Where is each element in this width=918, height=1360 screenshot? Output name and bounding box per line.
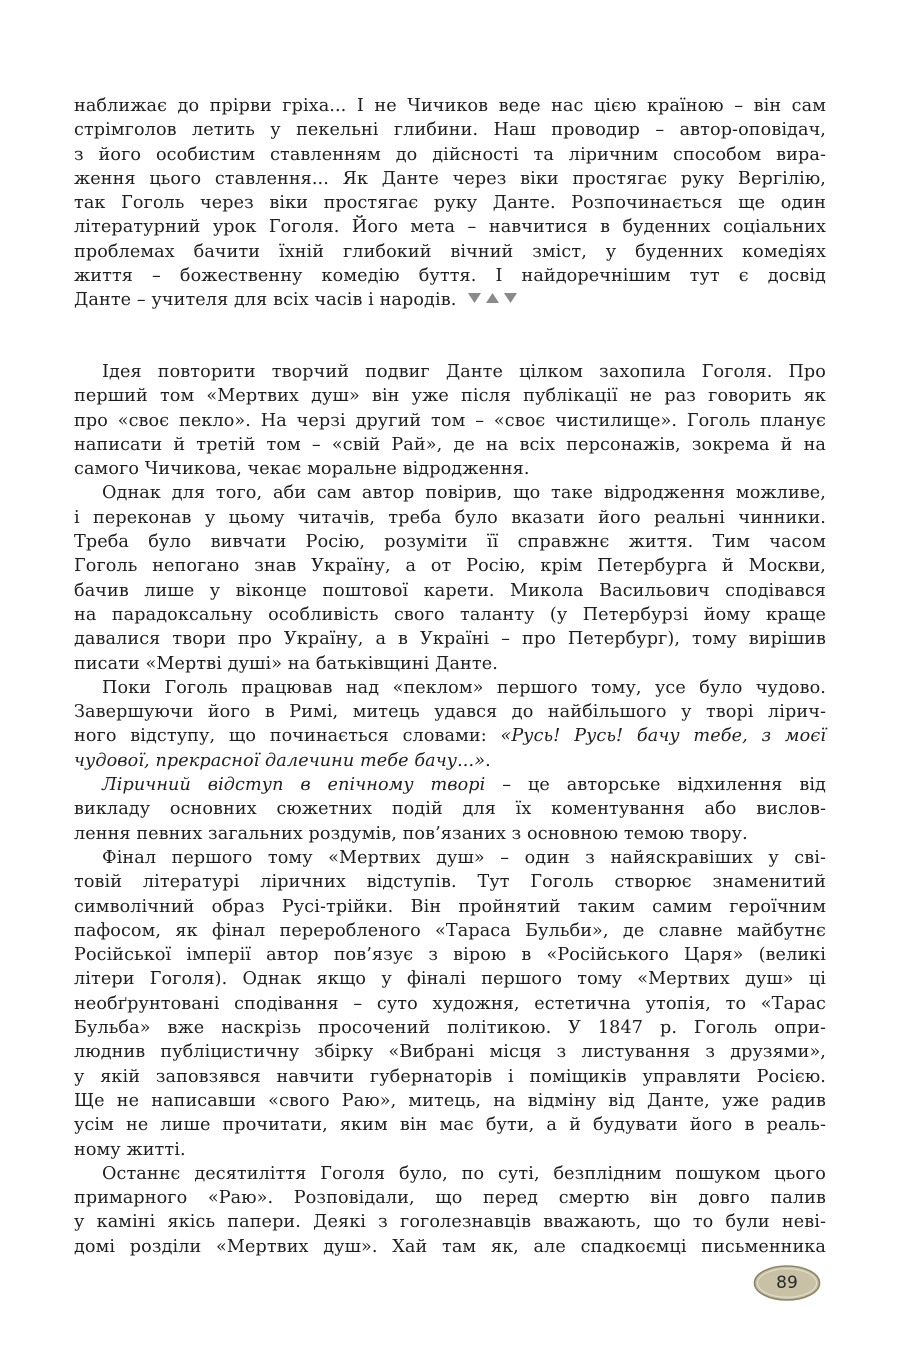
- text-line: домі розділи «Мертвих душ». Хай там як, але спадкоємці письменника: [74, 1236, 826, 1257]
- definition-paragraph: [74, 773, 826, 846]
- text-line: [74, 773, 826, 797]
- text-line: у каміні якісь папери. Деякі з гоголезнавців вважають, що то були неві-: [74, 1212, 826, 1233]
- paragraph: [74, 481, 826, 675]
- text-line: усім не лише прочитати, яким він має бути, а й будувати його в реаль-: [74, 1115, 826, 1136]
- text-line: Завершуючи його в Римі, митець удався до найбільшого у творі лірич-: [74, 702, 826, 723]
- triangle-ornament-icon: [468, 292, 518, 304]
- text-line: лення певних загальних роздумів, пов’язаних з основною темою твору.: [74, 823, 748, 844]
- text-line: і переконав у цьому читачів, треба було вказати його реальні чинники.: [74, 507, 826, 528]
- text-line: самого Чичикова, чекає моральне відродження.: [74, 459, 530, 480]
- text-line: пафосом, як фінал переробленого «Тараса Бульби», де славне майбутнє: [74, 920, 826, 941]
- text-line-last: [74, 288, 826, 312]
- text-line: Ще не написавши «свого Раю», митець, на відміну від Данте, уже радив: [74, 1090, 826, 1111]
- text-line: Російської імперії автор пов’язує з вірою в «Російського Царя» (великі: [74, 945, 826, 966]
- text-line: люднив публіцистичну збірку «Вибрані місця з листування з друзями»,: [74, 1042, 826, 1063]
- definition-term: Ліричний відступ в епічному творі: [102, 775, 486, 796]
- text-line: проблемах бачити їхній глибокий вічний зміст, у буденних комедіях: [74, 241, 826, 262]
- text-line: з його особистим ставленням до дійсності та ліричним способом вира-: [74, 144, 826, 165]
- text-line: [74, 724, 826, 748]
- text-line: Фінал першого тому «Мертвих душ» – один з найяскравіших у сві-: [102, 847, 826, 868]
- text-line-content: Данте – учителя для всіх часів і народів.: [74, 290, 457, 311]
- page-number-badge: [753, 1264, 821, 1302]
- text-line: Бульба» вже наскрізь просочений політикою. У 1847 р. Гоголь опри-: [74, 1018, 826, 1039]
- text-line-content: .: [485, 750, 491, 771]
- text-line: [74, 749, 826, 773]
- quote-block: [74, 94, 826, 313]
- text-line: викладу основних сюжетних подій для їх коментування або вислов-: [74, 799, 826, 820]
- text-line: Ідея повторити творчий подвиг Данте цілком захопила Гоголя. Про: [102, 362, 826, 382]
- paragraph: [74, 360, 826, 481]
- text-line: життя – божественну комедію буття. І найдоречнішим тут є досвід: [74, 266, 826, 287]
- paragraph: [74, 846, 826, 1162]
- text-line-content: – це авторське відхилення від: [502, 775, 826, 796]
- text-line: так Гоголь через віки простягає руку Данте. Розпочинається ще один: [74, 193, 826, 214]
- text-line: необґрунтовані сподівання – суто художня, естетична утопія, то «Тарас: [74, 993, 826, 1014]
- text-line-content: ного відступу, що починається словами:: [74, 726, 487, 747]
- text-line: Треба було вивчати Росію, розуміти її справжнє життя. Тим часом: [74, 532, 826, 553]
- quote-italic: чудової, прекрасної далечини тебе бачу...»: [74, 750, 486, 771]
- text-line: Останнє десятиліття Гоголя було, по суті, безплідним пошуком цього: [102, 1163, 826, 1184]
- page-number: 89: [776, 1273, 798, 1293]
- text-line: наближає до прірви гріха... І не Чичиков веде нас цією країною – він сам: [74, 96, 826, 116]
- text-line: ному житті.: [74, 1139, 186, 1160]
- text-line: ження цього ставлення... Як Данте через віки простягає руку Вергілію,: [74, 168, 826, 189]
- quote-italic: «Русь! Русь! бачу тебе, з моєї: [500, 726, 826, 747]
- text-line: бачив лише у віконце поштової карети. Микола Васильович сподівався: [74, 580, 826, 601]
- text-line: на парадоксальну особливість свого таланту (у Петербурзі йому краще: [74, 604, 826, 625]
- text-line: товій літературі ліричних відступів. Тут Гоголь створює знаменитий: [74, 872, 826, 893]
- article-body: [74, 360, 826, 1259]
- text-line: літературний урок Гоголя. Його мета – навчитися в буденних соціальних: [74, 217, 826, 238]
- text-line: про «своє пекло». На черзі другий том – «своє чистилище». Гоголь планує: [74, 410, 826, 431]
- text-line: перший том «Мертвих душ» він уже після публікації не раз говорить як: [74, 386, 826, 407]
- text-line: написати й третій том – «свій Рай», де на всіх персонажів, зокрема й на: [74, 434, 826, 455]
- text-line: Поки Гоголь працював над «пеклом» першого тому, усе було чудово.: [102, 677, 826, 698]
- text-line: Однак для того, аби сам автор повірив, що таке відродження можливе,: [102, 483, 826, 504]
- text-line: примарного «Раю». Розповідали, що перед смертю він довго палив: [74, 1188, 826, 1209]
- text-line: писати «Мертві душі» на батьківщині Данте.: [74, 653, 498, 674]
- text-line: давалися твори про Україну, а в Україні – про Петербург), тому вирішив: [74, 629, 826, 650]
- text-line: літери Гоголя). Однак якщо у фіналі першого тому «Мертвих душ» ці: [74, 969, 826, 990]
- text-line: стрімголов летить у пекельні глибини. Наш проводир – автор-оповідач,: [74, 120, 826, 141]
- text-line: у якій заповзявся навчити губернаторів і поміщиків управляти Росією.: [74, 1066, 826, 1087]
- paragraph: [74, 676, 826, 773]
- paragraph: [74, 1162, 826, 1259]
- text-line: символічний образ Русі-трійки. Він пройнятий таким самим героїчним: [74, 896, 826, 917]
- text-line: Гоголь непогано знав Україну, а от Росію, крім Петербурга й Москви,: [74, 556, 826, 577]
